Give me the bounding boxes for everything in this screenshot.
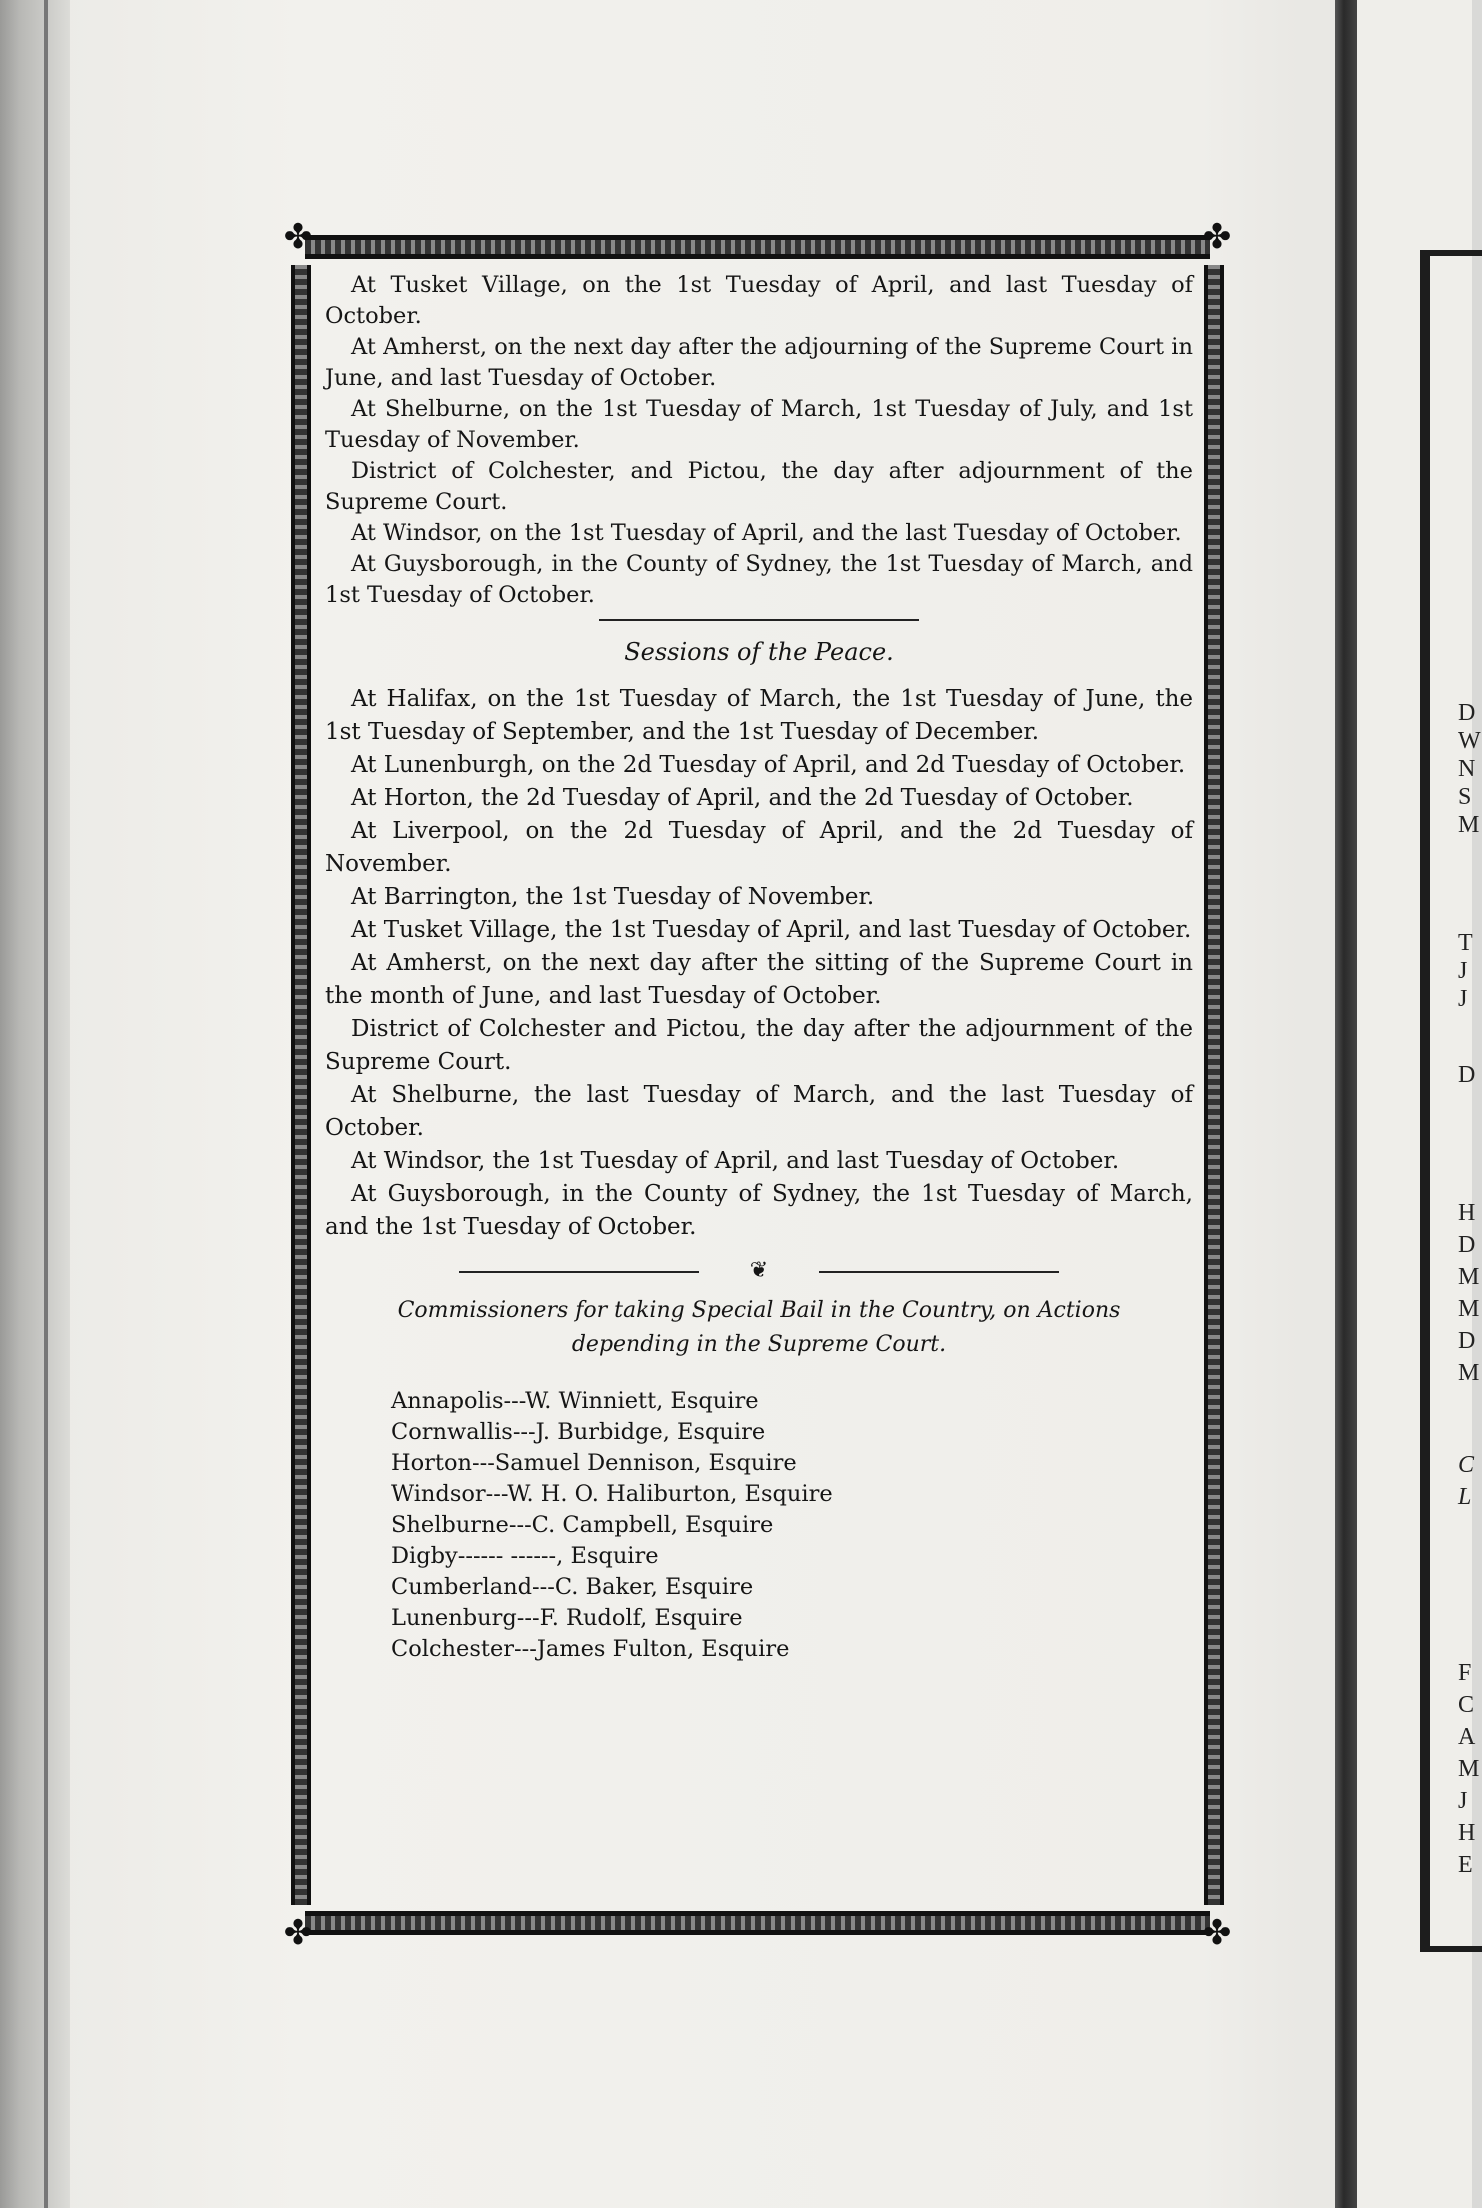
- session-entry: At Horton, the 2d Tuesday of April, and the 2d Tuesday of October.: [351, 785, 1134, 811]
- fleuron-icon: ❦: [749, 1258, 769, 1283]
- commissioners-list: [391, 1386, 1193, 1665]
- session-entry: At Amherst, on the next day after the sitting of the Supreme Court in the month of June, and last Tuesday of October.: [325, 950, 1193, 1009]
- adjacent-page-letter: J: [1458, 986, 1468, 1012]
- border-bottom: [305, 1911, 1210, 1935]
- border-left: [291, 265, 311, 1905]
- adjacent-page-letter: L: [1458, 1484, 1472, 1510]
- adjacent-page-letter: H: [1458, 1820, 1476, 1846]
- commissioners-section: [325, 1294, 1193, 1665]
- corner-ornament-icon: ✤: [283, 217, 313, 257]
- adjacent-page-letter: N: [1458, 756, 1476, 782]
- border-top: [305, 235, 1210, 259]
- adjacent-page-letter: F: [1458, 1660, 1472, 1686]
- adjacent-page-letter: M: [1458, 1296, 1480, 1322]
- session-entry: At Liverpool, on the 2d Tuesday of April, and the 2d Tuesday of November.: [325, 818, 1193, 877]
- commissioner-entry: Windsor---W. H. O. Haliburton, Esquire: [391, 1481, 833, 1507]
- adjacent-page-letter: H: [1458, 1200, 1476, 1226]
- commissioner-entry: Colchester---James Fulton, Esquire: [391, 1636, 790, 1662]
- session-entry: At Halifax, on the 1st Tuesday of March, the 1st Tuesday of June, the 1st Tuesday of September, and the 1st Tuesday of December.: [325, 686, 1193, 745]
- page-gutter: [1335, 0, 1357, 2208]
- adjacent-page-letter: W: [1458, 728, 1481, 754]
- adjacent-page-letter: S: [1458, 784, 1472, 810]
- court-entry: At Shelburne, on the 1st Tuesday of March, 1st Tuesday of July, and 1st Tuesday of November.: [325, 396, 1193, 453]
- border-right: [1204, 265, 1224, 1905]
- commissioners-heading: [325, 1294, 1193, 1362]
- corner-ornament-icon: ✤: [1202, 1913, 1232, 1953]
- commissioner-entry: Shelburne---C. Campbell, Esquire: [391, 1512, 774, 1538]
- corner-ornament-icon: ✤: [283, 1913, 313, 1953]
- courts-section: [325, 270, 1193, 611]
- court-entry: At Amherst, on the next day after the adjourning of the Supreme Court in June, and last Tuesday of October.: [325, 334, 1193, 391]
- adjacent-page-letter: A: [1458, 1724, 1476, 1750]
- adjacent-page-letter: J: [1458, 958, 1468, 984]
- section-divider: [599, 619, 919, 621]
- adjacent-page-letter: C: [1458, 1692, 1475, 1718]
- session-entry: At Barrington, the 1st Tuesday of November.: [351, 884, 875, 910]
- session-entry: At Lunenburgh, on the 2d Tuesday of April, and 2d Tuesday of October.: [351, 752, 1186, 778]
- adjacent-page-letter: D: [1458, 1232, 1476, 1258]
- commissioner-entry: Horton---Samuel Dennison, Esquire: [391, 1450, 797, 1476]
- adjacent-page-letter: E: [1458, 1852, 1473, 1878]
- session-entry: At Windsor, the 1st Tuesday of April, and last Tuesday of October.: [351, 1148, 1120, 1174]
- commissioner-entry: Lunenburg---F. Rudolf, Esquire: [391, 1605, 743, 1631]
- adjacent-page-letter: J: [1458, 1788, 1468, 1814]
- adjacent-page-letter: M: [1458, 812, 1480, 838]
- commissioners-heading-line1: Commissioners for taking Special Bail in the Country, on Actions: [397, 1298, 1121, 1323]
- commissioner-entry: Annapolis---W. Winniett, Esquire: [391, 1388, 759, 1414]
- adjacent-page-letter: M: [1458, 1756, 1480, 1782]
- adjacent-page-letter: M: [1458, 1360, 1480, 1386]
- session-entry: At Tusket Village, the 1st Tuesday of April, and last Tuesday of October.: [351, 917, 1192, 943]
- session-entry: District of Colchester and Pictou, the day after the adjournment of the Supreme Court.: [325, 1016, 1193, 1075]
- court-entry: District of Colchester, and Pictou, the day after adjournment of the Supreme Court.: [325, 458, 1193, 515]
- commissioners-heading-line2: depending in the Supreme Court.: [571, 1332, 947, 1357]
- session-entry: At Shelburne, the last Tuesday of March, and the last Tuesday of October.: [325, 1082, 1193, 1141]
- adjacent-page-letter: T: [1458, 930, 1473, 956]
- adjacent-page-letter: M: [1458, 1264, 1480, 1290]
- notice-text: [325, 270, 1193, 1665]
- adjacent-page-letter: D: [1458, 1062, 1476, 1088]
- session-entry: At Guysborough, in the County of Sydney, the 1st Tuesday of March, and the 1st Tuesday of October.: [325, 1181, 1193, 1240]
- binding-edge: [0, 0, 70, 2208]
- court-entry: At Guysborough, in the County of Sydney, the 1st Tuesday of March, and 1st Tuesday of October.: [325, 551, 1193, 608]
- commissioner-entry: Digby------ ------, Esquire: [391, 1543, 659, 1569]
- corner-ornament-icon: ✤: [1202, 217, 1232, 257]
- court-entry: At Tusket Village, on the 1st Tuesday of April, and last Tuesday of October.: [325, 272, 1193, 329]
- sessions-section: [325, 635, 1193, 1244]
- adjacent-page-letter: D: [1458, 700, 1476, 726]
- ornamental-divider: [459, 1260, 1059, 1282]
- sessions-heading: Sessions of the Peace.: [624, 638, 894, 666]
- commissioner-entry: Cornwallis---J. Burbidge, Esquire: [391, 1419, 766, 1445]
- bordered-notice-frame: [283, 217, 1232, 1953]
- court-entry: At Windsor, on the 1st Tuesday of April, and the last Tuesday of October.: [351, 520, 1182, 546]
- commissioner-entry: Cumberland---C. Baker, Esquire: [391, 1574, 754, 1600]
- adjacent-page-letter: D: [1458, 1328, 1476, 1354]
- adjacent-page-letter: C: [1458, 1452, 1475, 1478]
